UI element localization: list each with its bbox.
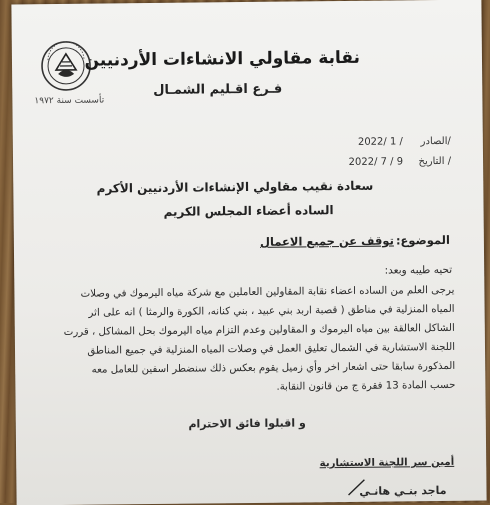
founded-year: تأسست سنة ١٩٧٢ [34,95,105,107]
signature-stroke-icon [346,477,368,497]
addressee-line-2: الساده أعضاء المجلس الكريم [163,203,334,219]
body-line: الشاكل العالقة بين مياه اليرموك و المقاولين وعدم التزام مياه اليرموك بحل المشاكل ، قررت [63,322,455,338]
body-line: المذكورة سابقا حتى اشعار اخر وأي زميل يقوم بعكس ذلك سنضطر اسفين للعامل معه [91,360,456,376]
ref-value: 2022/ 1 / [357,136,403,148]
subject-label: الموضوع: [395,232,450,248]
body-line: حسب المادة 13 فقرة ج من قانون النقابة. [276,379,456,393]
greeting: تحيه طيبه وبعد: [384,263,453,277]
branch-name: فـرع اقـليم الشمـال [153,81,283,98]
date-value: 2022/ 7 / 9 [348,156,404,168]
addressee-line-1: سعادة نقيب مقاولي الإنشاءات الأردنيين الأكرم [96,178,374,196]
ref-label: الصادر/ [420,135,451,148]
letter-paper [11,0,486,505]
subject-text: توقف عن جميع الاعمال [259,233,394,249]
body-line: يرجى العلم من الساده اعضاء نقابة المقاولين العاملين مع شركة مياه اليرموك في وصلات [80,284,455,300]
body-line: المياه المنزلية في مناطق ( قصبة اربد بني عبيد ، بني كنانه، الكورة والرمثا ) انه على اثر [88,303,455,319]
signatory-name: ماجد بنـي هانـي [359,483,447,498]
org-name-heading: نقابة مقاولي الانشاءات الأردنيين [84,47,361,71]
date-label: التاريخ / [418,155,452,168]
closing-line: و اقبلوا فائق الاحترام [188,416,306,431]
signatory-title: أمين سر اللجنة الاستشارية [319,456,455,470]
body-line: اللجنة الاستشارية في الشمال تعليق العمل في وصلات المياه المنزلية في جميع المناطق [87,341,456,357]
